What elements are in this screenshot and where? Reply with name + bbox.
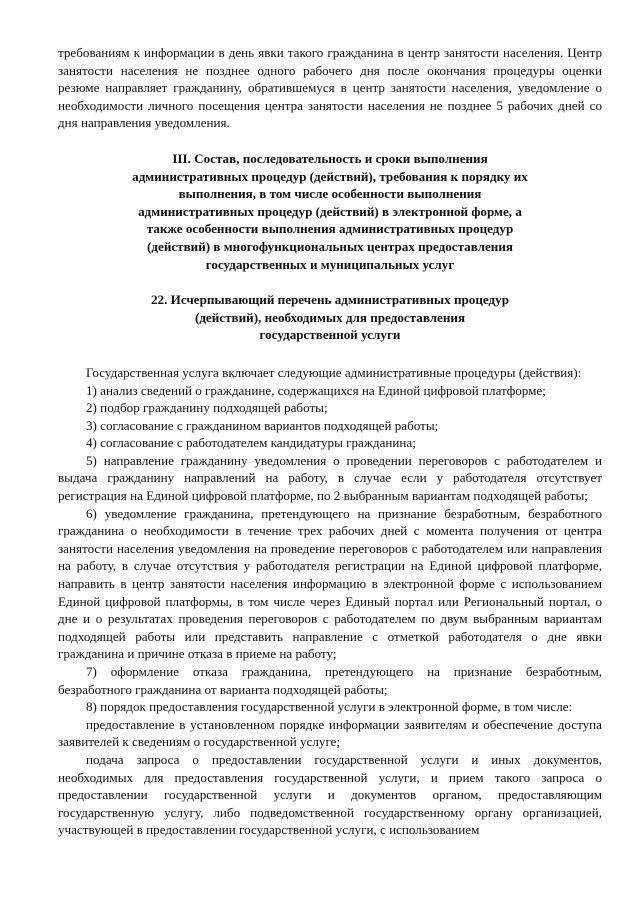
sub-list-item: предоставление в установленном порядке информации заявителям и обеспечение доступа заявителей к сведениям о государственной услуге; [58, 716, 602, 750]
list-item: 7) оформление отказа гражданина, претендующего на признание безработным, безработного гражданина от варианта подходящей работы; [58, 664, 602, 697]
list-item: 3) согласование с гражданином вариантов подходящей работы; [86, 417, 439, 433]
list-item: 1) анализ сведений о гражданине, содержащихся на Единой цифровой платформе; [86, 382, 546, 398]
list-item: 5) направление гражданину уведомления о проведении переговоров с работодателем и выдача гражданину направлений на работу, в случае если у работодателя отсутствует регистрация на Единой цифровой платформе, по 2 выбранным вариантам подходящей работы; [58, 452, 602, 504]
list-item: 6) уведомление гражданина, претендующего на признание безработным, безработного гражданина о необходимости в течение трех рабочих дней с момента получения от центра занятости населения уведомления на проведение переговоров с работодателем или направления на работу, в случае отсутствия у работодателя регистрации на Единой цифровой платформе, направить в центр занятости населения информацию в электронной форме с использованием Единой цифровой платформы, в том числе через Единый портал или Региональный портал, о дне и о результатах проведения переговоров с работодателем по двум выбранным вариантам подходящей работы или представить направление с отметкой работодателя о дне явки гражданина и причине отказа в приеме на работу; [58, 505, 602, 662]
list-item: 8) порядок предоставления государственной услуги в электронной форме, в том числе: [86, 699, 573, 715]
intro-paragraph: требованиям к информации в день явки такого гражданина в центр занятости населения. Центр занятости населения не позднее одного рабочего дня после окончания процедуры оценки резюме направляет гражданину, обратившемуся в центр занятости населения, уведомление о необходимости личного посещения центра занятости населения не позднее 5 рабочих дней со дня направления уведомления. [58, 45, 602, 131]
subsection-heading: 22. Исчерпывающий перечень административных процедур (действий), необходимых для предоставления государственной услуги [151, 292, 509, 343]
procedures-list [58, 364, 602, 839]
list-item: 2) подбор гражданину подходящей работы; [86, 400, 328, 416]
section-heading: III. Состав, последовательность и сроки выполнения административных процедур (действий), требования к порядку их выполнения, в том числе особенности выполнения административных процедур (действий) в электронной форме, а также особенности выполнения административных процедур (действий) в многофункциональных центрах предоставления государственных и муниципальных услуг [132, 150, 528, 272]
list-item: 4) согласование с работодателем кандидатуры гражданина; [86, 435, 416, 451]
sub-list-item: подача запроса о предоставлении государственной услуги и иных документов, необходимых для предоставления государственной услуги, и прием такого запроса о предоставлении государственной услуги и документов органом, предоставляющим государственную услугу, либо подведомственной государственному органу организацией, участвующей в предоставлении государственной услуги, с использованием [58, 751, 602, 838]
lead-paragraph: Государственная услуга включает следующие административные процедуры (действия): [86, 364, 582, 380]
